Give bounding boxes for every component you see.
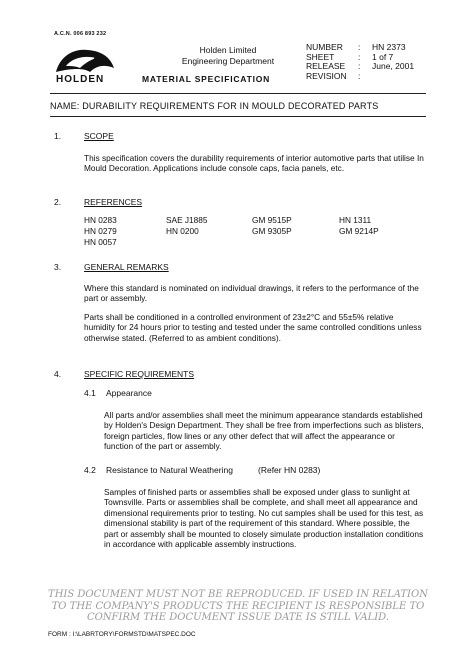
reference-item: GM 9305P bbox=[252, 226, 292, 236]
meta-key: NUMBER bbox=[306, 42, 343, 52]
meta-key: RELEASE bbox=[306, 61, 346, 72]
section-title-scope: SCOPE bbox=[84, 131, 114, 141]
meta-colon: : bbox=[358, 61, 361, 72]
meta-colon: : bbox=[358, 42, 361, 52]
meta-key: REVISION bbox=[306, 70, 347, 81]
reference-item: HN 1311 bbox=[339, 215, 372, 225]
logo-wordmark: HOLDEN bbox=[56, 74, 105, 85]
subsection-number: 4.2 bbox=[84, 465, 96, 475]
meta-colon: : bbox=[358, 70, 361, 81]
section-number: 2. bbox=[54, 197, 62, 207]
document-title: NAME: DURABILITY REQUIREMENTS FOR IN MOULD DECORATED PARTS bbox=[50, 101, 379, 111]
spec-type: MATERIAL SPECIFICATION bbox=[142, 74, 271, 84]
reference-item: HN 0200 bbox=[166, 226, 199, 236]
company-block bbox=[168, 45, 288, 67]
subsection-number: 4.1 bbox=[84, 388, 96, 398]
section-number: 1. bbox=[54, 131, 62, 141]
reference-item: HN 0283 bbox=[84, 215, 117, 225]
reference-item: HN 0057 bbox=[84, 237, 117, 247]
section-number: 4. bbox=[54, 369, 62, 379]
reference-item: GM 9214P bbox=[339, 226, 379, 236]
reproduction-notice: THIS DOCUMENT MUST NOT BE REPRODUCED. IF USED IN RELATION TO THE COMPANY'S PRODUCTS THE RECIPIENT IS RESPONSIBLE TO CONFIRM THE DOCUMENT ISSUE DATE IS STILL VALID. bbox=[48, 589, 428, 623]
meta-key: SHEET bbox=[306, 51, 335, 62]
header-rule-top bbox=[50, 93, 426, 94]
header-rule-bottom bbox=[50, 116, 426, 117]
reference-item: SAE J1885 bbox=[166, 215, 208, 225]
acn-number: A.C.N. 006 893 232 bbox=[54, 31, 107, 37]
scope-text: This specification covers the durability requirements of interior automotive parts that utilise In Mould Decoration. Applications include console caps, facia panels, etc. bbox=[84, 153, 424, 174]
reference-item: GM 9515P bbox=[252, 215, 292, 225]
section-title-specific-requirements: SPECIFIC REQUIREMENTS bbox=[84, 369, 195, 379]
subsection-reference: (Refer HN 0283) bbox=[258, 465, 321, 475]
form-reference bbox=[48, 631, 196, 638]
subsection-title-appearance: Appearance bbox=[106, 388, 152, 398]
section-title-general-remarks: GENERAL REMARKS bbox=[84, 262, 169, 272]
meta-value: June, 2001 bbox=[372, 61, 415, 72]
company-name: Holden Limited bbox=[199, 45, 257, 55]
weathering-text: Samples of finished parts or assemblies shall be exposed under glass to sunlight at Townsville. Parts or assemblies shall be complete, and shall meet all appearance and dimensional requirements prior to testing. No cut samples shall be used for this test, as dimensional stability is part of the requirement of this standard. Where possible, the part or assembly shall be mounted to closely simulate production installation conditions in accordance with applicable assembly instructions. bbox=[104, 487, 424, 550]
subsection-title-weathering: Resistance to Natural Weathering bbox=[106, 465, 233, 475]
reference-item: HN 0279 bbox=[84, 226, 117, 236]
appearance-text: All parts and/or assemblies shall meet the minimum appearance standards established by Holden's Design Department. They shall be free from imperfections such as blisters, foreign particles, flow lines or any other defect that will affect the appearance or function of the part or assembly. bbox=[104, 410, 424, 452]
meta-value: HN 2373 bbox=[372, 42, 406, 52]
department-name: Engineering Department bbox=[181, 56, 275, 66]
general-remarks-para-2: Parts shall be conditioned in a controlled environment of 23±2°C and 55±5% relative humidity for 24 hours prior to testing and tested under the same controlled conditions unless otherwise stated. (Referred to as ambient conditions). bbox=[84, 312, 422, 343]
meta-value: 1 of 7 bbox=[372, 51, 394, 62]
section-title-references: REFERENCES bbox=[84, 197, 143, 207]
meta-colon: : bbox=[358, 51, 361, 62]
document-meta bbox=[306, 43, 414, 81]
form-path: I:\LABRTORY\FORMSTD\MATSPEC.DOC bbox=[72, 631, 196, 638]
meta-revision bbox=[306, 72, 414, 82]
section-number: 3. bbox=[54, 262, 62, 272]
general-remarks-para-1: Where this standard is nominated on individual drawings, it refers to the performance of the part or assembly. bbox=[84, 283, 419, 304]
form-label: FORM : bbox=[48, 631, 71, 638]
